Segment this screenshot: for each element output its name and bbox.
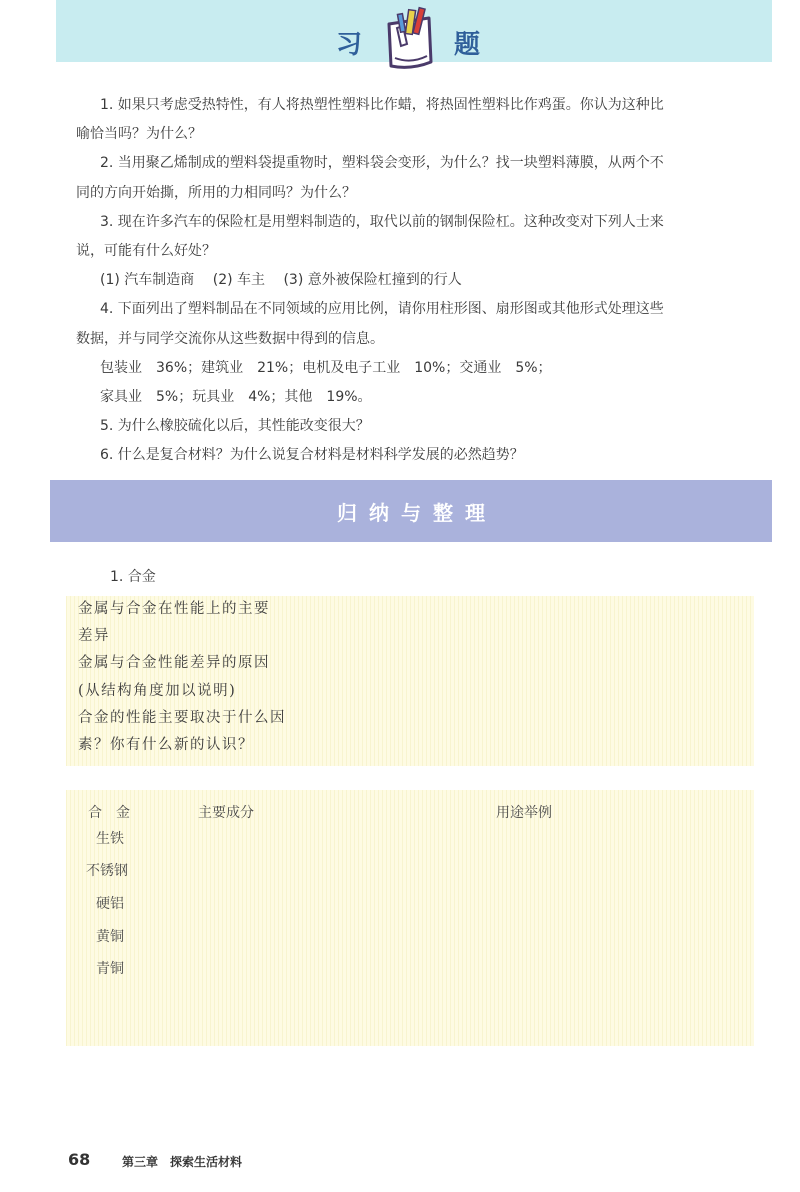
exercise-title-left: 习 xyxy=(336,30,365,60)
exercise-line: 6. 什么是复合材料？为什么说复合材料是材料科学发展的必然趋势？ xyxy=(100,447,524,464)
summary-header-banner xyxy=(50,480,772,542)
question-line: 金属与合金在性能上的主要 xyxy=(78,601,270,617)
exercise-line: 家具业 5%；玩具业 4%；其他 19%。 xyxy=(100,389,372,406)
table-row: 青铜 xyxy=(96,961,124,977)
table-header-alloy: 合 金 xyxy=(88,805,130,821)
alloy-question-area xyxy=(66,596,754,766)
exercise-line: 5. 为什么橡胶硫化以后，其性能改变很大？ xyxy=(100,418,370,435)
exercise-line: 3. 现在许多汽车的保险杠是用塑料制造的，取代以前的钢制保险杠。这种改变对下列人士来 xyxy=(100,213,664,230)
question-line: (从结构角度加以说明) xyxy=(78,682,237,699)
exercise-title-right: 题 xyxy=(454,30,483,60)
exercise-line: 包装业 36%；建筑业 21%；电机及电子工业 10%；交通业 5%； xyxy=(100,359,552,376)
pen-holder-icon xyxy=(381,6,437,76)
table-row: 黄铜 xyxy=(96,929,124,945)
question-line: 合金的性能主要取决于什么因 xyxy=(78,709,286,726)
question-line: 素？你有什么新的认识？ xyxy=(78,737,254,754)
summary-title: 归纳与整理 xyxy=(337,500,497,525)
exercise-line: 数据，并与同学交流你从这些数据中得到的信息。 xyxy=(76,330,384,347)
question-line: 差异 xyxy=(78,628,110,645)
exercise-line: 2. 当用聚乙烯制成的塑料袋提重物时，塑料袋会变形，为什么？找一块塑料薄膜，从两个不 xyxy=(100,155,664,172)
exercise-line: 1. 如果只考虑受热特性，有人将热塑性塑料比作蜡，将热固性塑料比作鸡蛋。你认为这种比 xyxy=(100,97,664,113)
exercise-line: (1) 汽车制造商 (2) 车主 (3) 意外被保险杠撞到的行人 xyxy=(100,272,462,289)
table-header-uses: 用途举例 xyxy=(496,805,552,821)
page-number: 68 xyxy=(68,1150,91,1169)
table-row: 硬铝 xyxy=(96,896,124,912)
exercise-line: 同的方向开始撕，所用的力相同吗？为什么？ xyxy=(76,184,356,201)
exercise-line: 说，可能有什么好处？ xyxy=(76,243,216,260)
section-label: 1. 合金 xyxy=(110,569,156,585)
table-header-composition: 主要成分 xyxy=(198,805,254,821)
exercise-list xyxy=(76,91,760,471)
chapter-title: 第三章 探索生活材料 xyxy=(122,1155,243,1169)
alloy-table-area xyxy=(66,790,754,1046)
exercise-line: 喻恰当吗？为什么？ xyxy=(76,126,202,143)
table-row: 不锈钢 xyxy=(86,863,128,879)
question-line: 金属与合金性能差异的原因 xyxy=(78,655,270,672)
exercise-line: 4. 下面列出了塑料制品在不同领域的应用比例，请你用柱形图、扇形图或其他形式处理这些 xyxy=(100,301,664,318)
table-row: 生铁 xyxy=(96,831,124,847)
